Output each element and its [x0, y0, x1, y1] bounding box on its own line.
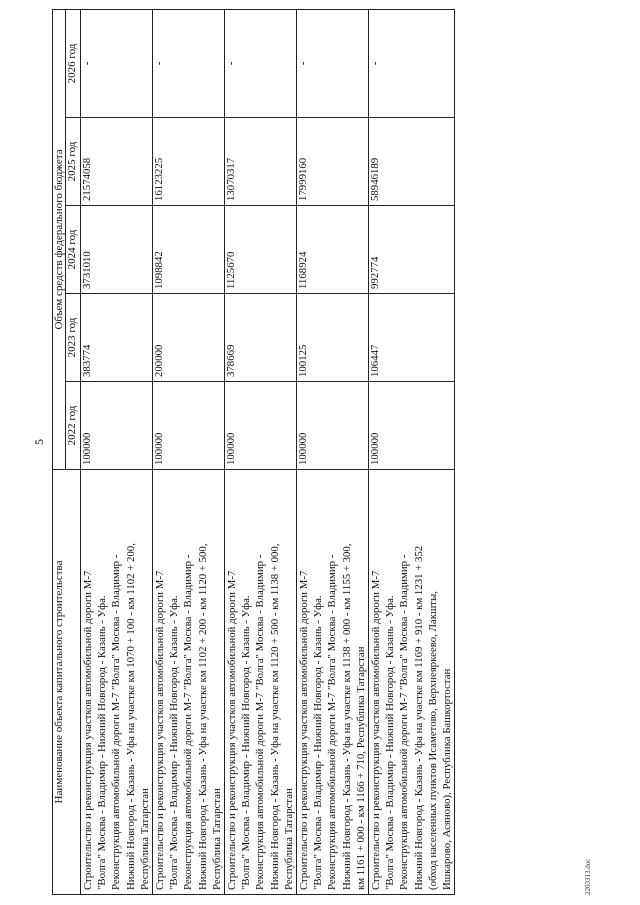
- project-name-cell: [153, 470, 225, 895]
- project-name-line: Реконструкция автомобильной дороги М-7 "Волга" Москва - Владимир -: [254, 554, 267, 890]
- project-name-line: Нижний Новгород - Казань - Уфа на участке км 1070 + 100 - км 1102 + 200,: [124, 543, 137, 890]
- year-header: 2023 год: [66, 294, 81, 382]
- budget-table: [52, 9, 455, 895]
- budget-value-cell: 1125670: [225, 206, 297, 294]
- project-name-line: Реконструкция автомобильной дороги М-7 "Волга" Москва - Владимир -: [110, 554, 123, 890]
- project-name-line: Республика Татарстан: [210, 788, 223, 890]
- budget-value-cell: 378669: [225, 294, 297, 382]
- project-name-line: Нижний Новгород - Казань - Уфа на участке км 1102 + 200 - км 1120 + 500,: [196, 543, 209, 890]
- project-name-line: "Волга" Москва - Владимир - Нижний Новгород - Казань - Уфа.: [384, 595, 397, 890]
- budget-value-cell: 100000: [153, 382, 225, 470]
- project-name-line: км 1161 + 000 - км 1166 + 710, Республика Татарстан: [354, 646, 367, 890]
- table-row: [225, 9, 297, 894]
- table-row: [297, 9, 369, 894]
- project-name-cell: [297, 470, 369, 895]
- budget-value-cell: 100125: [297, 294, 369, 382]
- name-column-header: Наименование объекта капитального строительства: [53, 470, 81, 895]
- project-name-line: Строительство и реконструкция участков автомобильной дороги М-7: [298, 570, 311, 890]
- project-name-line: "Волга" Москва - Владимир - Нижний Новгород - Казань - Уфа.: [96, 595, 109, 890]
- budget-value-cell: 13070317: [225, 118, 297, 206]
- budget-value-cell: 21574058: [81, 118, 153, 206]
- budget-value-cell: -: [153, 9, 225, 117]
- project-name-line: "Волга" Москва - Владимир - Нижний Новгород - Казань - Уфа.: [168, 595, 181, 890]
- project-name-line: Реконструкция автомобильной дороги М-7 "Волга" Москва - Владимир -: [398, 554, 411, 890]
- budget-value-cell: 100000: [225, 382, 297, 470]
- project-name-line: Нижний Новгород - Казань - Уфа на участке км 1138 + 000 - км 1155 + 300,: [340, 543, 353, 890]
- table-row: [369, 9, 455, 894]
- rotated-page: [32, 10, 592, 895]
- project-name-line: Нижний Новгород - Казань - Уфа на участке км 1169 + 910 - км 1231 + 352: [412, 545, 425, 890]
- year-header: 2024 год: [66, 206, 81, 294]
- project-name-line: Реконструкция автомобильной дороги М-7 "Волга" Москва - Владимир -: [182, 554, 195, 890]
- project-name-line: Строительство и реконструкция участков автомобильной дороги М-7: [370, 570, 383, 890]
- budget-value-cell: 16123225: [153, 118, 225, 206]
- budget-value-cell: 106447: [369, 294, 455, 382]
- page-number: 5: [32, 439, 46, 445]
- project-name-cell: [225, 470, 297, 895]
- budget-value-cell: -: [297, 9, 369, 117]
- project-name-line: Реконструкция автомобильной дороги М-7 "Волга" Москва - Владимир -: [326, 554, 339, 890]
- budget-value-cell: 100000: [297, 382, 369, 470]
- budget-value-cell: -: [81, 9, 153, 117]
- budget-value-cell: 3731010: [81, 206, 153, 294]
- budget-value-cell: 100000: [369, 382, 455, 470]
- budget-value-cell: 1098842: [153, 206, 225, 294]
- budget-value-cell: 100000: [81, 382, 153, 470]
- project-name-cell: [81, 470, 153, 895]
- year-header: 2022 год: [66, 382, 81, 470]
- budget-value-cell: 200000: [153, 294, 225, 382]
- budget-value-cell: 1168924: [297, 206, 369, 294]
- budget-value-cell: 58946189: [369, 118, 455, 206]
- table-row: [153, 9, 225, 894]
- document-filename: 2203313.doc: [584, 858, 592, 895]
- project-name-line: Нижний Новгород - Казань - Уфа на участке км 1120 + 500 - км 1138 + 000,: [268, 543, 281, 890]
- project-name-line: Строительство и реконструкция участков автомобильной дороги М-7: [154, 570, 167, 890]
- budget-value-cell: -: [225, 9, 297, 117]
- project-name-line: "Волга" Москва - Владимир - Нижний Новгород - Казань - Уфа.: [240, 595, 253, 890]
- project-name-line: "Волга" Москва - Владимир - Нижний Новгород - Казань - Уфа.: [312, 595, 325, 890]
- year-header: 2026 год: [66, 9, 81, 117]
- year-header: 2025 год: [66, 118, 81, 206]
- project-name-line: Строительство и реконструкция участков автомобильной дороги М-7: [82, 570, 94, 890]
- project-name-line: Республика Татарстан: [138, 788, 151, 890]
- project-name-line: (обход населенных пунктов Исаметово, Верхнеяркеево, Лакшты,: [426, 591, 439, 890]
- project-name-line: Ишкарово, Асяново), Республика Башкортостан: [441, 668, 454, 890]
- table-row: [81, 9, 153, 894]
- project-name-line: Республика Татарстан: [282, 788, 295, 890]
- budget-value-cell: 992774: [369, 206, 455, 294]
- budget-value-cell: 17999160: [297, 118, 369, 206]
- budget-group-header: Объем средств федерального бюджета: [53, 9, 66, 469]
- project-name-line: Строительство и реконструкция участков автомобильной дороги М-7: [226, 570, 239, 890]
- budget-value-cell: 383774: [81, 294, 153, 382]
- project-name-cell: [369, 470, 455, 895]
- budget-value-cell: -: [369, 9, 455, 117]
